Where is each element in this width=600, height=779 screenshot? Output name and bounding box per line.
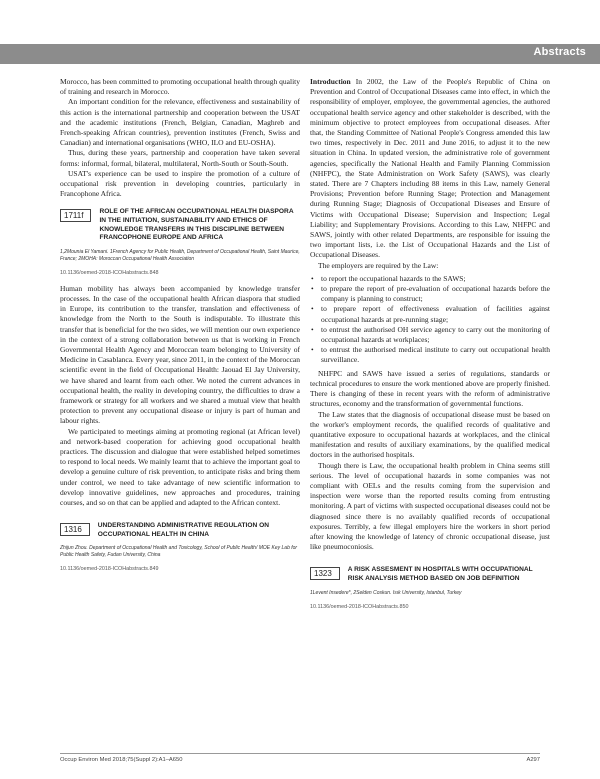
abstract-header-1316 <box>60 522 300 539</box>
list-item: • to prepare report of effectiveness evaluation of facilities against occupational hazards at pre-running stage; <box>310 304 550 324</box>
paragraph: The employers are required by the Law: <box>318 260 439 270</box>
abstract-title: ROLE OF THE AFRICAN OCCUPATIONAL HEALTH DIASPORA IN THE INITIATION, SUSTAINABILITY AND ETHICS OF KNOWLEDGE TRANSFERS IN THIS DISCIPLINE BETWEEN FRANCOPHONE EUROPE AND AFRICA <box>99 208 294 242</box>
section-header-bar <box>0 44 600 64</box>
introduction-text: In 2002, the Law of the People's Republic of China on Prevention and Control of Occupational Diseases came into effect, in which the responsibility of employer, employee, the governmental agencies, the authored occupational health service agency and other stakeholder is described, with the minimum objective to protect employees from occupational diseases. After that, the Standing Committee of National People's Congress amended this law two times, respectively in Dec. 2011 and June 2016, to adjust it to the new situation in China. In updated version, the administrative role of government agencies, specifically the National Health and Family Planning Commission (NHFPC), the State Administration on Work Safety (SAWS), was clearly stated. There are 7 Chapters including 88 items in this Law, namely General Provisions; Prevention before Running Stage; Protection and Management during Running Stage; Diagnosis of Occupational Diseases and Ensure of Victims with Occupational Disease; Supervision and Inspection; Legal Liability; and Supplementary Provisions. According to this Law, NHFPC and SAWS, jointly with other related Departments, are responsible for issuing the two important lists, i.e. the List of Occupational Hazards and the List of Occupational Diseases. <box>310 77 550 260</box>
list-item: • to prepare the report of pre-evaluation of occupational hazards before the company is planning to construct; <box>310 284 550 304</box>
abstract-title: A RISK ASSESMENT IN HOSPITALS WITH OCCUPATIONAL RISK ANALYSIS METHOD BASED ON JOB DEFINITION <box>347 566 533 582</box>
introduction-label: Introduction <box>310 77 351 86</box>
abstract-doi[interactable]: 10.1136/oemed-2018-ICOHabstracts.849 <box>60 566 159 573</box>
list-item: • to entrust the authorised OH service agency to carry out the monitoring of occupational hazards at workplaces; <box>310 325 550 345</box>
abstract-header-1323 <box>310 566 550 583</box>
abstract-authors: Zhijun Zhou. Department of Occupational Health and Toxicology, School of Public Health/ MOE Key Lab for Public Health Safety, Fudan University, China <box>60 545 298 559</box>
paragraph: Human mobility has always been accompanied by knowledge transfer processes. In the case of the occupational health African diaspora that studied in Europe, its contribution to the transfer, translation and effectiveness of knowledge from the North to the South is indisputable. To illustrate this transfer that is beneficial for the two sides, we will mention our own experience in the context of a strong collaboration between us that is working in French Governmental Health Agency and Moroccan team belonging to University of Medicine in Casablanca. Every year, since 2011, in the context of the Moroccan scientific event in the field of Occupational Health: Jaouad El Jay University, we have shared and learnt from each other. We noted the current advances in occupational health, the reality in developing country, the difficulties to draw a framework or strategy for all workers and we shared a mutual view that health protection to prevent any occupational disease or injury is part of human and labour rights. <box>60 283 300 426</box>
requirements-list <box>310 274 550 366</box>
footer-divider <box>60 753 540 754</box>
abstract-authors: 1Levent Insedere*, 2Selden Coskun. Isık University, Istanbul, Turkey <box>310 589 462 596</box>
abstract-doi[interactable]: 10.1136/oemed-2018-ICOHabstracts.848 <box>60 269 159 276</box>
paragraph: Thus, during these years, partnership and cooperation have taken several forms: informal, formal, bilateral, multilateral, North-South or South-South. <box>60 148 300 168</box>
abstract-header-1711f <box>60 208 300 242</box>
abstract-id: 1316 <box>60 523 90 536</box>
page-number: A297 <box>526 757 540 763</box>
paragraph: USAT's experience can be used to inspire the promotion of a culture of occupational risk prevention in developing countries, particularly in Francophone Africa. <box>60 168 300 199</box>
paragraph: Though there is Law, the occupational health problem in China seems still serious. The level of occupational hazards in some companies was not compliant with OELs and the results coming from the supervision and inspection were worse than the reported results coming from entrusting monitoring. A part of victims with suspected occupational diseases could not be diagnosed since there is no availably qualified records of occupational exposures. Terribly, a few illegal employers hire the workers in short period after knowing the knowledge of latency of chronic occupational disease, just like pneumoconiosis. <box>310 460 550 552</box>
paragraph: Morocco, has been committed to promoting occupational health through quality of training and research in Morocco. <box>60 77 300 97</box>
left-column <box>60 77 300 580</box>
introduction-paragraph <box>310 77 550 261</box>
paragraph: NHFPC and SAWS have issued a series of regulations, standards or technical procedures to ensure the work mentioned above are properly finished. There is changing of these in recent years with the reform of administrative structures, economy and the transformation of governmental functions. <box>310 368 550 409</box>
footer-citation: Occup Environ Med 2018;75(Suppl 2):A1–A650 <box>60 757 183 763</box>
abstract-doi[interactable]: 10.1136/oemed-2018-ICOHabstracts.850 <box>310 603 409 610</box>
abstract-authors: 1,2Mounia El Yamani. 1French Agency for Public Health, Department of Occupational Health, Saint Maurice, France; 2MOHA: Moroccan Occupational Health Association <box>60 248 300 262</box>
abstract-id: 1323 <box>310 567 340 580</box>
abstract-id: 1711f <box>60 209 91 222</box>
section-title: Abstracts <box>533 46 586 58</box>
paragraph: The Law states that the diagnosis of occupational disease must be based on the worker's employment records, the qualified records of qualitative and quantitative exposure to occupational hazards at workplaces, and the clinical manifestation and results of auxiliary examinations, by the qualified medical doctors in the authorised hospitals. <box>310 409 550 460</box>
paragraph: We participated to meetings aiming at promoting regional (at African level) and network-based cooperation for achieving good occupational health practices. The discussion and dialogue that were established helped sometimes to respond to local needs. We mainly learnt that to achieve the important goal to develop a genuine culture of risk prevention, to anticipate risks and bring them under control, we need to take advantage of new scientific information to develop innovative guidelines, new approaches and procedures, training courses, and so on that can be applied and adapted to the African context. <box>60 426 300 508</box>
list-item: • to report the occupational hazards to the SAWS; <box>310 274 550 284</box>
abstract-title: UNDERSTANDING ADMINISTRATIVE REGULATION ON OCCUPATIONAL HEALTH IN CHINA <box>97 522 269 538</box>
paragraph: An important condition for the relevance, effectiveness and sustainability of this action is the international partnership and cooperation between the USAT and the academic institutions (French, Belgian, Canadian, Maghreb and French-speaking African countries), prevention institutes (French, Swiss and Canadian) and international organisations (WHO, ILO and EU-OSHA). <box>60 97 300 148</box>
right-column <box>310 77 550 618</box>
list-item: • to entrust the authorised medical institute to carry out occupational health surveillance. <box>310 345 550 365</box>
